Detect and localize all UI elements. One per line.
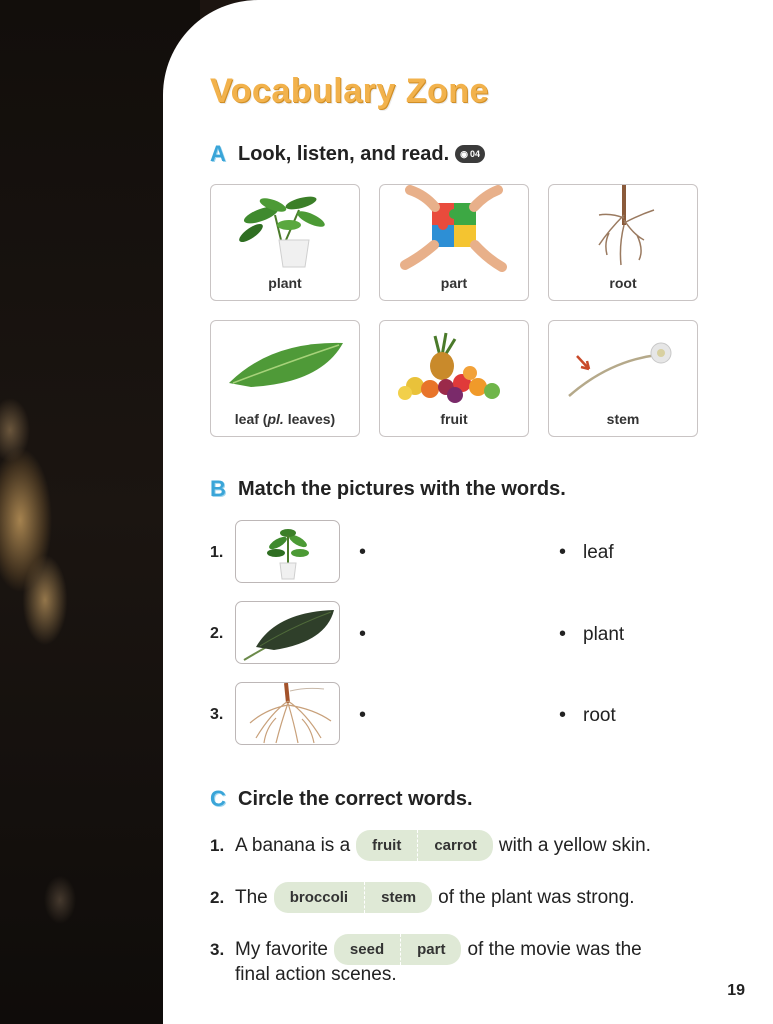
puzzle-pieces-photo bbox=[380, 185, 529, 280]
card-label-stem: stem bbox=[606, 411, 640, 427]
sentence-3 bbox=[210, 934, 642, 965]
match-dot-right-3[interactable]: • bbox=[559, 704, 567, 726]
match-picture-leaf bbox=[235, 601, 340, 664]
section-a-heading bbox=[210, 141, 485, 167]
sentence-3-before: My favorite bbox=[235, 938, 328, 960]
vocab-card-part bbox=[379, 184, 529, 301]
match-word-3: root bbox=[583, 705, 616, 726]
potted-plant-photo bbox=[211, 185, 360, 280]
fruit-pile-photo bbox=[380, 321, 529, 416]
sentence-3-continuation: final action scenes. bbox=[235, 964, 397, 985]
sentence-2-after: of the plant was strong. bbox=[438, 886, 635, 908]
root-photo bbox=[549, 185, 698, 280]
section-c-instruction: Circle the correct words. bbox=[238, 787, 473, 810]
section-c-letter: C bbox=[210, 786, 226, 811]
card-label-plant: plant bbox=[268, 275, 302, 291]
match-number-2: 2. bbox=[210, 625, 224, 642]
card-label-fruit: fruit bbox=[440, 411, 468, 427]
match-picture-root bbox=[235, 682, 340, 745]
match-number-1: 1. bbox=[210, 544, 224, 561]
leaf-picture bbox=[236, 602, 340, 664]
page-number: 19 bbox=[727, 982, 745, 999]
match-word-2: plant bbox=[583, 624, 625, 645]
match-word-1: leaf bbox=[583, 542, 614, 563]
choice-3-option-1[interactable]: seed bbox=[349, 941, 385, 958]
choice-group-2 bbox=[274, 882, 432, 913]
section-b-instruction: Match the pictures with the words. bbox=[238, 477, 566, 500]
choice-2-option-1[interactable]: broccoli bbox=[289, 889, 349, 906]
audio-cd-icon: ◉ bbox=[460, 148, 469, 159]
worksheet-page bbox=[163, 0, 773, 1024]
match-number-3: 3. bbox=[210, 706, 224, 723]
card-label-leaf bbox=[211, 411, 359, 427]
root-picture bbox=[236, 683, 340, 745]
choice-group-3 bbox=[334, 934, 462, 965]
leaf-plural: leaves) bbox=[283, 411, 336, 427]
sentence-number-1: 1. bbox=[210, 835, 225, 855]
vocab-card-stem bbox=[548, 320, 698, 437]
section-a-instruction: Look, listen, and read. bbox=[238, 142, 450, 165]
sentence-number-2: 2. bbox=[210, 887, 225, 907]
section-a-letter: A bbox=[210, 141, 226, 166]
section-b-letter: B bbox=[210, 476, 226, 501]
sentence-number-3: 3. bbox=[210, 939, 225, 959]
sentence-1 bbox=[210, 830, 651, 861]
vocab-card-plant bbox=[210, 184, 360, 301]
match-dot-left-1[interactable]: • bbox=[359, 541, 367, 563]
sentence-2 bbox=[210, 882, 635, 913]
sentence-1-after: with a yellow skin. bbox=[498, 834, 651, 856]
choice-2-option-2[interactable]: stem bbox=[381, 889, 417, 906]
flower-stem-photo bbox=[549, 321, 698, 416]
sentence-1-before: A banana is a bbox=[235, 834, 351, 856]
leaf-photo bbox=[211, 321, 360, 416]
page-title: Vocabulary Zone bbox=[210, 72, 489, 110]
plant-picture bbox=[236, 521, 340, 583]
match-dot-left-2[interactable]: • bbox=[359, 623, 367, 645]
sentence-3-after: of the movie was the bbox=[467, 938, 642, 960]
sentence-2-before: The bbox=[235, 886, 268, 908]
match-dot-left-3[interactable]: • bbox=[359, 704, 367, 726]
match-dot-right-1[interactable]: • bbox=[559, 541, 567, 563]
plural-abbrev: pl. bbox=[267, 411, 284, 427]
choice-3-option-2[interactable]: part bbox=[417, 941, 446, 958]
match-dot-right-2[interactable]: • bbox=[559, 623, 567, 645]
track-number: 04 bbox=[470, 149, 481, 159]
choice-1-option-1[interactable]: fruit bbox=[372, 837, 402, 854]
audio-track-button[interactable] bbox=[455, 145, 485, 163]
section-b-heading bbox=[210, 476, 566, 502]
vocab-card-leaf bbox=[210, 320, 360, 437]
card-label-part: part bbox=[440, 275, 468, 291]
vocab-card-root bbox=[548, 184, 698, 301]
match-picture-plant bbox=[235, 520, 340, 583]
leaf-word: leaf ( bbox=[234, 411, 268, 427]
card-label-root: root bbox=[609, 275, 637, 291]
vocab-card-fruit bbox=[379, 320, 529, 437]
section-c-heading bbox=[210, 786, 473, 812]
choice-1-option-2[interactable]: carrot bbox=[434, 837, 477, 854]
choice-group-1 bbox=[356, 830, 493, 861]
